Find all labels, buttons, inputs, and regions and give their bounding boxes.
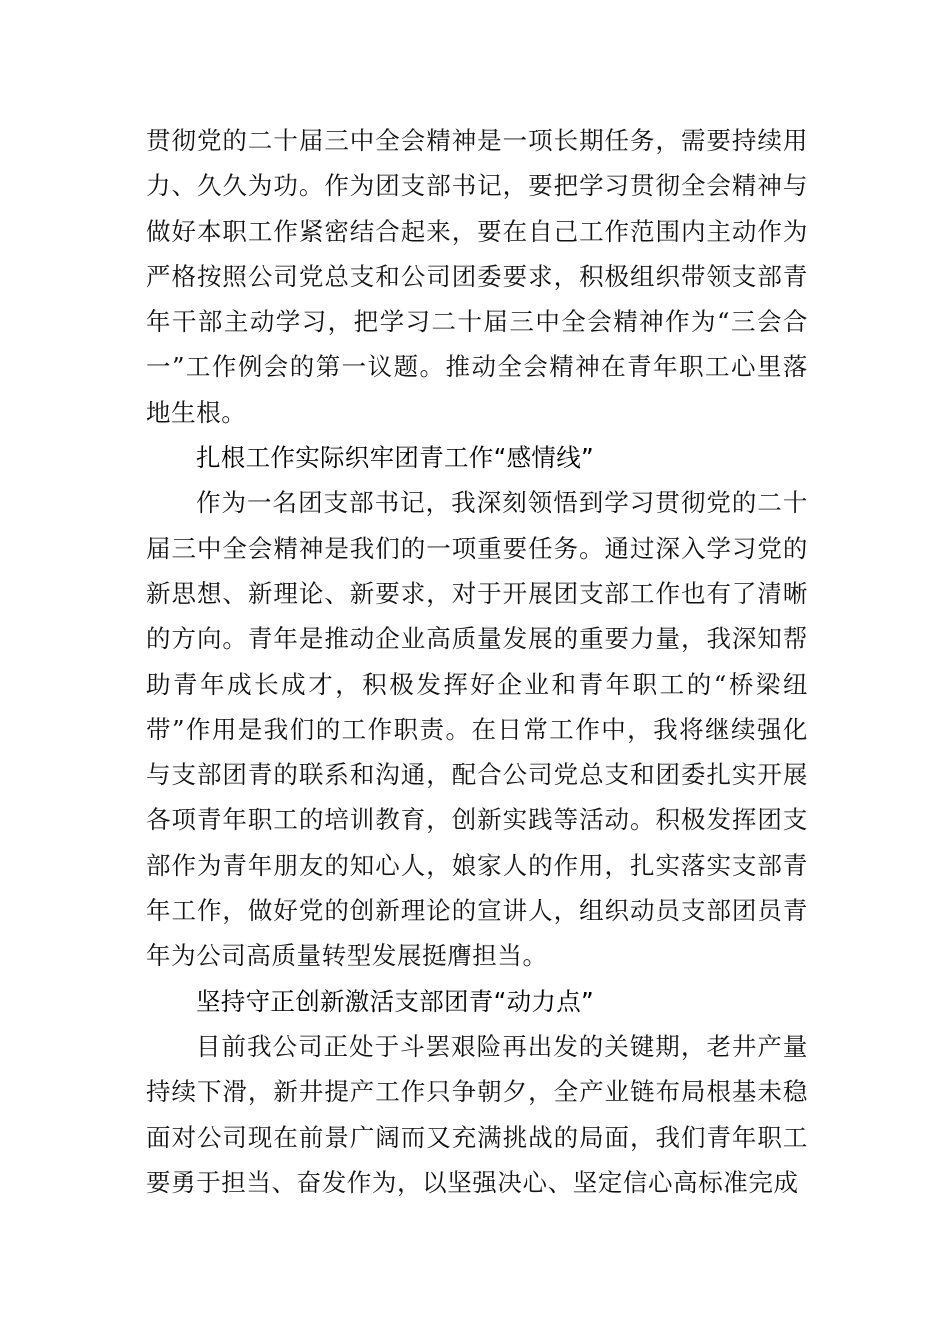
document-body — [146, 118, 808, 1205]
paragraph-motivation-point: 目前我公司正处于斗罢艰险再出发的关键期，老井产量持续下滑，新井提产工作只争朝夕，全产业链布局根基未稳面对公司现在前景广阔而又充满挑战的局面，我们青年职工要勇于担当、奋发作为，以坚强决心、坚定信心高标准完成 — [146, 1031, 808, 1197]
section-heading-emotion-line: 扎根工作实际织牢团青工作“感情线” — [196, 443, 594, 473]
paragraph-emotion-line: 作为一名团支部书记，我深刻领悟到学习贯彻党的二十届三中全会精神是我们的一项重要任务。通过深入学习党的新思想、新理论、新要求，对于开展团支部工作也有了清晰的方向。青年是推动企业高质量发展的重要力量，我深知帮助青年成长成才，积极发挥好企业和青年职工的“桥梁纽带”作用是我们的工作职责。在日常工作中，我将继续强化与支部团青的联系和沟通，配合公司党总支和团委扎实开展各项青年职工的培训教育，创新实践等活动。积极发挥团支部作为青年朋友的知心人，娘家人的作用，扎实落实支部青年工作，做好党的创新理论的宣讲人，组织动员支部团员青年为公司高质量转型发展挺膺担当。 — [146, 488, 808, 971]
section-heading-motivation-point: 坚持守正创新激活支部团青“动力点” — [196, 986, 594, 1016]
paragraph-intro: 贯彻党的二十届三中全会精神是一项长期任务，需要持续用力、久久为功。作为团支部书记，要把学习贯彻全会精神与做好本职工作紧密结合起来，要在自己工作范围内主动作为严格按照公司党总支和公司团委要求，积极组织带领支部青年干部主动学习，把学习二十届三中全会精神作为“三会合一”工作例会的第一议题。推动全会精神在青年职工心里落地生根。 — [146, 126, 808, 427]
